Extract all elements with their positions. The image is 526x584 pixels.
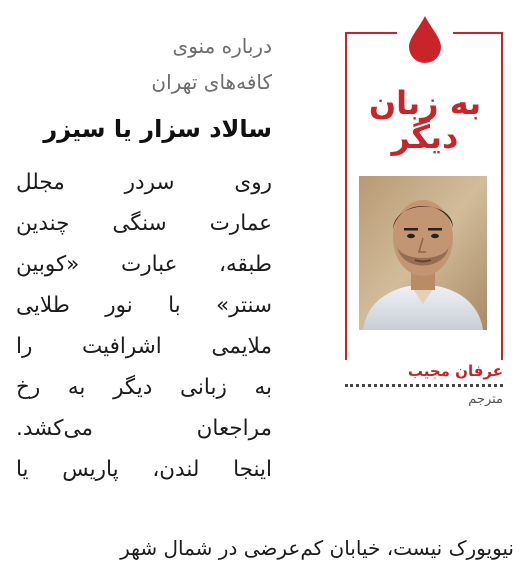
article-body-continued — [16, 528, 514, 568]
author-role: مترجم — [468, 392, 503, 407]
body-line: مراجعان می‌کشد. — [16, 416, 272, 441]
article-kicker-line-2: کافه‌های تهران — [151, 70, 272, 94]
body-line: عمارت سنگی چندین — [16, 211, 272, 236]
body-line: اینجا لندن، پاریس یا — [16, 457, 272, 482]
author-name: عرفان مجیب — [345, 360, 503, 382]
author-portrait — [359, 176, 487, 330]
body-line: روی سردر مجلل — [16, 170, 272, 195]
ink-drop-icon — [397, 14, 453, 76]
column-title-line-2: دیگر — [391, 118, 459, 156]
article-body — [16, 162, 272, 490]
column-title — [345, 86, 505, 154]
columnist-box — [345, 20, 505, 412]
article-headline: سالاد سزار یا سیزر — [43, 115, 272, 143]
body-line: نیویورک نیست، خیابان کم‌عرضی در شمال شهر — [120, 536, 514, 560]
body-line: ملایمی اشرافیت را — [16, 334, 272, 359]
article-column — [16, 28, 272, 490]
body-line: طبقه، عبارت «کوبین — [16, 252, 272, 277]
column-title-line-1: به زبان — [368, 84, 482, 122]
article-kicker-line-1: درباره منوی — [172, 34, 272, 58]
dotted-divider — [345, 384, 503, 387]
body-line: سنتر» با نور طلایی — [16, 293, 272, 318]
body-line: به زبانی دیگر به رخ — [16, 375, 272, 400]
